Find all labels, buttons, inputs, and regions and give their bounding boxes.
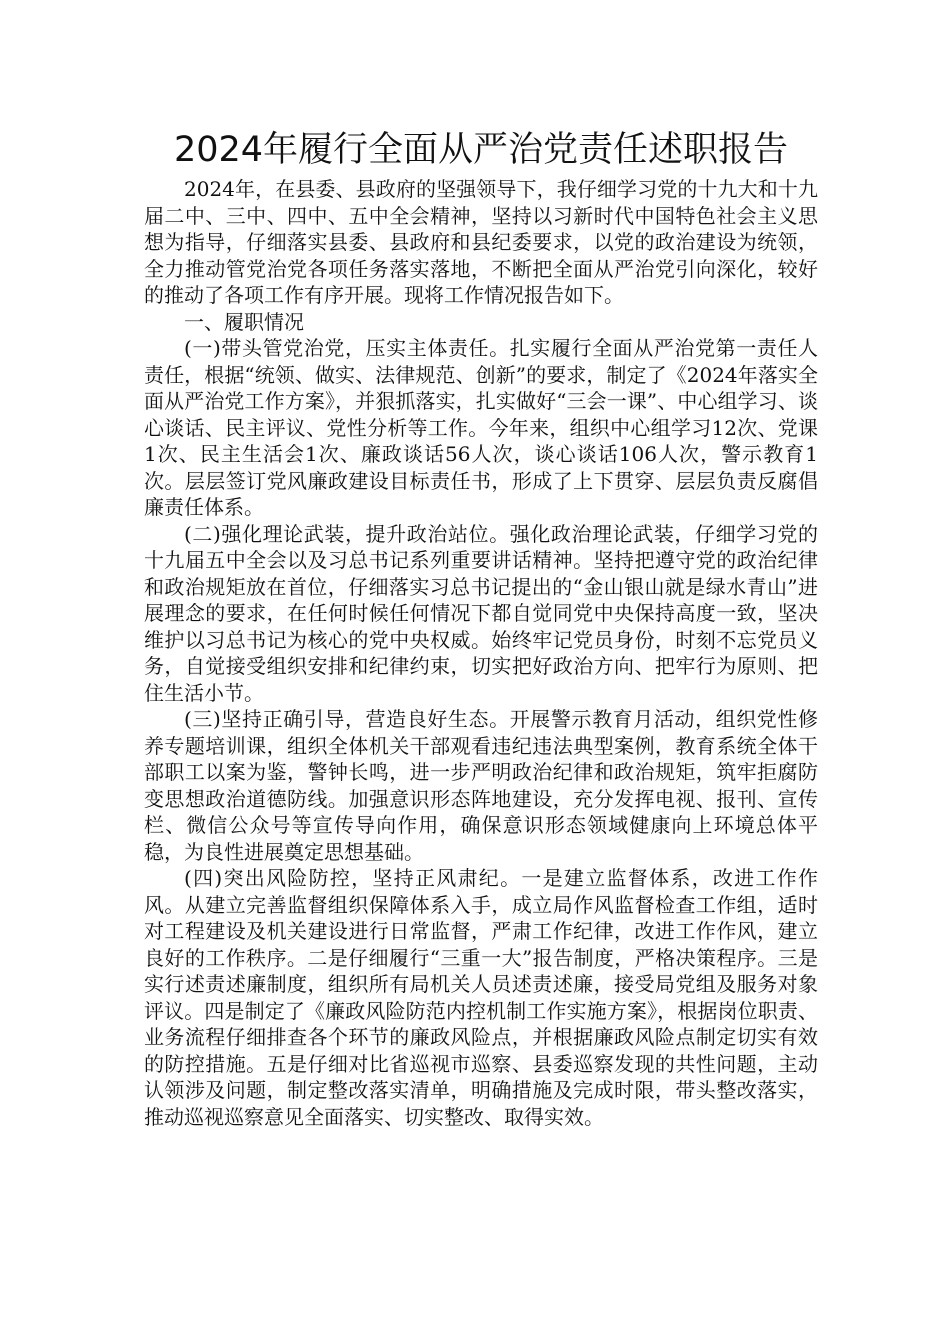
document-page: [144, 124, 818, 1130]
paragraph-item-3: (三)坚持正确引导，营造良好生态。开展警示教育月活动，组织党性修养专题培训课，组织全体机关干部观看违纪违法典型案例，教育系统全体干部职工以案为鉴，警钟长鸣，进一步严明政治纪律和政治规矩，筑牢拒腐防变思想政治道德防线。加强意识形态阵地建设，充分发挥电视、报刊、宣传栏、微信公众号等宣传导向作用，确保意识形态领域健康向上环境总体平稳，为良性进展奠定思想基础。: [144, 707, 818, 864]
document-title: 2024年履行全面从严治党责任述职报告: [173, 130, 789, 170]
paragraph-item-1: (一)带头管党治党，压实主体责任。扎实履行全面从严治党第一责任人责任，根据“统领、做实、法律规范、创新”的要求，制定了《2024年落实全面从严治党工作方案》，并狠抓落实，扎实做好“三会一课”、中心组学习、谈心谈话、民主评议、党性分析等工作。今年来，组织中心组学习12次、党课1次、民主生活会1次、廉政谈话56人次，谈心谈话106人次，警示教育1次。层层签订党风廉政建设目标责任书，形成了上下贯穿、层层负责反腐倡廉责任体系。: [144, 336, 818, 519]
section-heading-duties: 一、履职情况: [184, 309, 304, 334]
paragraph-item-2: (二)强化理论武装，提升政治站位。强化政治理论武装，仔细学习党的十九届五中全会以及习总书记系列重要讲话精神。坚持把遵守党的政治纪律和政治规矩放在首位，仔细落实习总书记提出的“金山银山就是绿水青山”进展理念的要求，在任何时候任何情况下都自觉同党中央保持高度一致，坚决维护以习总书记为核心的党中央权威。始终牢记党员身份，时刻不忘党员义务，自觉接受组织安排和纪律约束，切实把好政治方向、把牢行为原则、把住生活小节。: [144, 521, 818, 705]
paragraph-intro: 2024年，在县委、县政府的坚强领导下，我仔细学习党的十九大和十九届二中、三中、四中、五中全会精神，坚持以习新时代中国特色社会主义思想为指导，仔细落实县委、县政府和县纪委要求，以党的政治建设为统领，全力推动管党治党各项任务落实落地，不断把全面从严治党引向深化，较好的推动了各项工作有序开展。现将工作情况报告如下。: [144, 177, 818, 307]
paragraph-item-4: (四)突出风险防控，坚持正风肃纪。一是建立监督体系，改进工作作风。从建立完善监督组织保障体系入手，成立局作风监督检查工作组，适时对工程建设及机关建设进行日常监督，严肃工作纪律，改进工作作风，建立良好的工作秩序。二是仔细履行“三重一大”报告制度，严格决策程序。三是实行述责述廉制度，组织所有局机关人员述责述廉，接受局党组及服务对象评议。四是制定了《廉政风险防范内控机制工作实施方案》，根据岗位职责、业务流程仔细排查各个环节的廉政风险点，并根据廉政风险点制定切实有效的防控措施。五是仔细对比省巡视市巡察、县委巡察发现的共性问题，主动认领涉及问题，制定整改落实清单，明确措施及完成时限，带头整改落实，推动巡视巡察意见全面落实、切实整改、取得实效。: [144, 866, 818, 1129]
